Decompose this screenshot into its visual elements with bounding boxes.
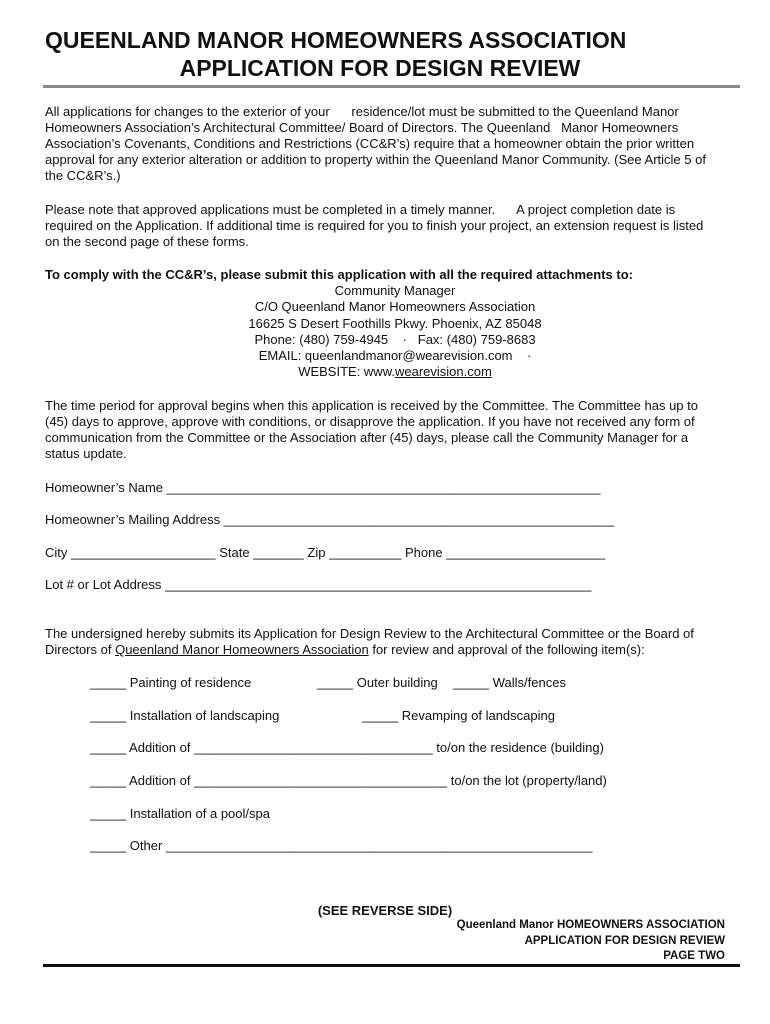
item-outer-building[interactable]: _____ Outer building: [317, 675, 438, 690]
homeowner-name-field[interactable]: Homeowner’s Name ____________________________________________________________: [45, 480, 601, 495]
mailing-address-field[interactable]: Homeowner’s Mailing Address ______________________________________________________: [45, 512, 615, 527]
item-landscaping-install[interactable]: _____ Installation of landscaping: [90, 708, 280, 723]
undersigned-line-1: The undersigned hereby submits its Application for Design Review to the Architectural Committee or the Board of: [45, 626, 694, 641]
undersigned-prefix: Directors of: [45, 642, 116, 657]
intro-p2-line-1: Please note that approved applications must be completed in a timely manner. A project completion date is: [45, 202, 676, 217]
approval-line-4: status update.: [45, 446, 127, 461]
contact-website: [45, 364, 745, 380]
approval-line-3: communication from the Committee or the Association after (45) days, please call the Community Manager for a: [45, 430, 689, 445]
website-link[interactable]: wearevision.com: [394, 364, 492, 380]
item-painting[interactable]: _____ Painting of residence: [90, 675, 252, 690]
undersigned-line-2: [45, 642, 737, 658]
undersigned-suffix: for review and approval of the following item(s):: [368, 642, 645, 657]
intro-p1-line-2: Homeowners Association’s Architectural Committee/ Board of Directors. The Queenland Manor Homeowners: [45, 120, 679, 135]
item-pool-spa[interactable]: _____ Installation of a pool/spa: [90, 806, 270, 821]
page-two-header: [457, 918, 725, 965]
intro-p1-line-4: approval for any exterior alteration or addition to property within the Queenland Manor Community. (See Article 5 of: [45, 152, 706, 167]
footer-line-2: APPLICATION FOR DESIGN REVIEW: [524, 934, 725, 947]
intro-p2-line-3: on the second page of these forms.: [45, 234, 249, 249]
footer-divider: [43, 964, 740, 967]
approval-line-2: (45) days to approve, approve with conditions, or disapprove the application. If you have not received any form of: [45, 414, 695, 429]
intro-p2-line-2: required on the Application. If additional time is required for you to finish your project, an extension request is listed: [45, 218, 704, 233]
item-addition-lot[interactable]: _____ Addition of ___________________________________ to/on the lot (property/land): [90, 773, 607, 788]
approval-paragraph: [45, 398, 737, 462]
title-divider: [43, 85, 740, 88]
contact-block: [45, 283, 745, 381]
title-line-1: QUEENLAND MANOR HOMEOWNERS ASSOCIATION: [45, 27, 627, 53]
contact-name: Community Manager: [334, 283, 456, 298]
intro-p1-line-1: All applications for changes to the exterior of your residence/lot must be submitted to the Queenland Manor: [45, 104, 679, 119]
contact-phone: Phone: (480) 759-4945 · Fax: (480) 759-8683: [254, 331, 536, 347]
contact-email: EMAIL: queenlandmanor@wearevision.com ·: [258, 348, 532, 364]
footer-line-1: Queenland Manor HOMEOWNERS ASSOCIATION: [456, 919, 725, 931]
footer-line-3: PAGE TWO: [663, 950, 725, 962]
association-link: Queenland Manor Homeowners Association: [115, 642, 369, 657]
intro-paragraph-2: [45, 202, 737, 250]
intro-paragraph-1: [45, 104, 737, 184]
item-other[interactable]: _____ Other ___________________________________________________________: [90, 838, 593, 853]
see-reverse-side: (SEE REVERSE SIDE): [317, 903, 453, 918]
item-landscaping-revamp[interactable]: _____ Revamping of landscaping: [362, 708, 555, 723]
intro-p1-line-3: Association’s Covenants, Conditions and Restrictions (CC&R’s) require that a homeowner obtain the prior written: [45, 136, 695, 151]
comply-heading: To comply with the CC&R’s, please submit this application with all the required attachments to:: [45, 267, 633, 282]
city-state-zip-phone-field[interactable]: City ____________________ State _______ Zip __________ Phone ______________________: [45, 545, 606, 560]
website-prefix: WEBSITE: www.: [298, 364, 395, 380]
undersigned-paragraph: [45, 626, 737, 658]
lot-address-field[interactable]: Lot # or Lot Address ___________________________________________________________: [45, 577, 592, 592]
contact-address: 16625 S Desert Foothills Pkwy. Phoenix, AZ 85048: [248, 315, 542, 331]
title-line-2: APPLICATION FOR DESIGN REVIEW: [179, 55, 581, 81]
item-walls-fences[interactable]: _____ Walls/fences: [453, 675, 566, 690]
item-addition-residence[interactable]: _____ Addition of _________________________________ to/on the residence (building): [90, 740, 604, 755]
page-title: [45, 26, 745, 82]
intro-p1-line-5: the CC&R’s.): [45, 168, 121, 183]
approval-line-1: The time period for approval begins when this application is received by the Committee. The Committee has up to: [45, 398, 698, 413]
contact-co: C/O Queenland Manor Homeowners Association: [254, 299, 536, 315]
